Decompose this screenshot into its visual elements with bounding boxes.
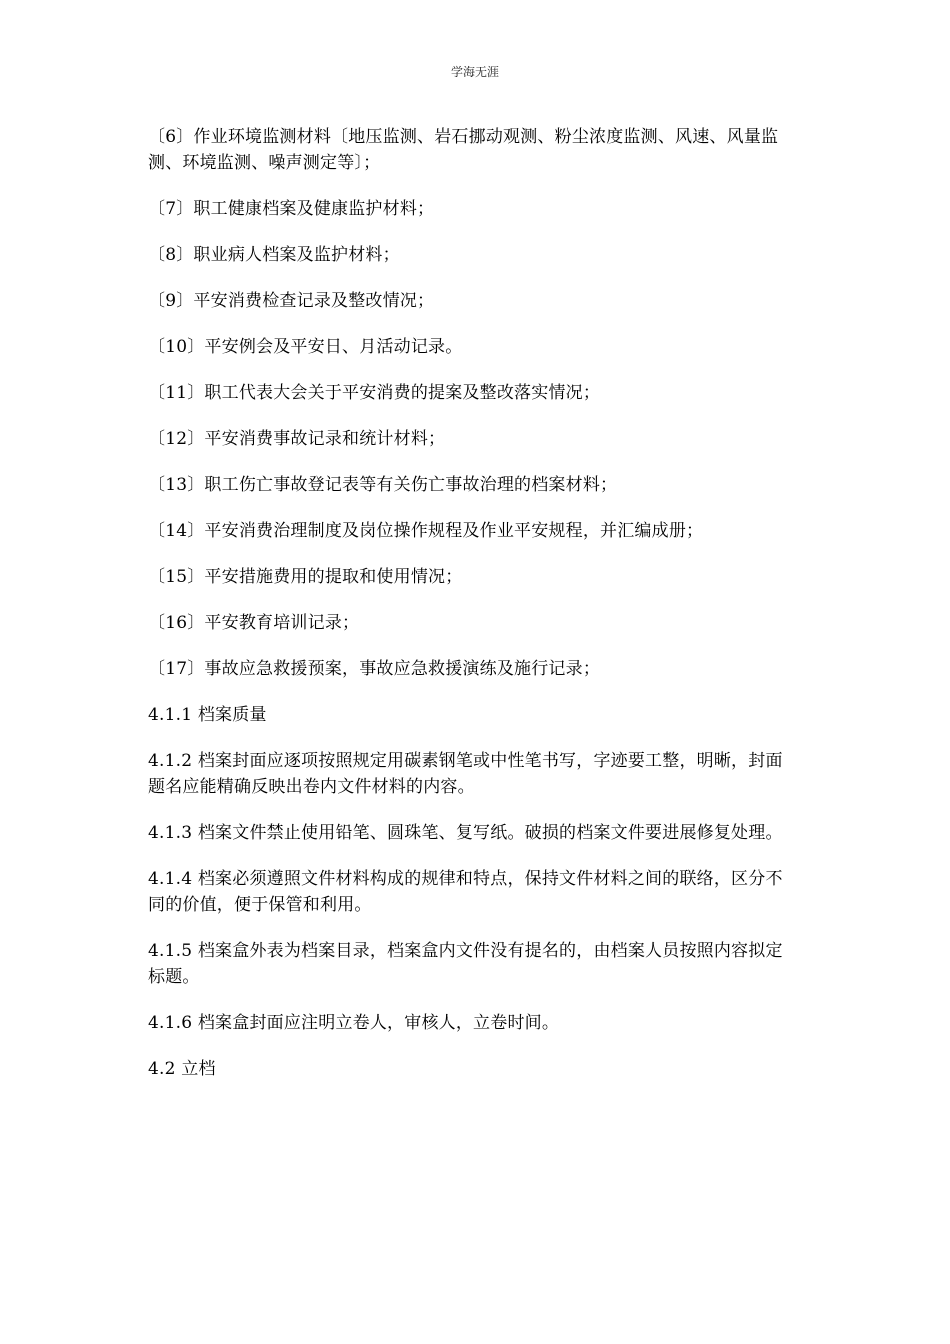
list-item-8: 〔8〕职业病人档案及监护材料； bbox=[148, 245, 400, 265]
list-item-15: 〔15〕平安措施费用的提取和使用情况； bbox=[148, 567, 463, 587]
section-4-1-6: 4.1.6 档案盒封面应注明立卷人，审核人，立卷时间。 bbox=[148, 1013, 560, 1033]
list-item-13: 〔13〕职工伤亡事故登记表等有关伤亡事故治理的档案材料； bbox=[148, 475, 618, 495]
list-item-7: 〔7〕职工健康档案及健康监护材料； bbox=[148, 199, 435, 219]
list-item-17: 〔17〕事故应急救援预案，事故应急救援演练及施行记录； bbox=[148, 659, 601, 679]
list-item-16: 〔16〕平安教育培训记录； bbox=[148, 613, 360, 633]
section-4-1-3: 4.1.3 档案文件禁止使用铅笔、圆珠笔、复写纸。破损的档案文件要进展修复处理。 bbox=[148, 823, 783, 843]
section-4-1-5: 4.1.5 档案盒外表为档案目录，档案盒内文件没有提名的，由档案人员按照内容拟定标题。 bbox=[148, 941, 783, 987]
section-4-1-2: 4.1.2 档案封面应逐项按照规定用碳素钢笔或中性笔书写，字迹要工整，明晰，封面题名应能精确反映出卷内文件材料的内容。 bbox=[148, 751, 783, 797]
list-item-12: 〔12〕平安消费事故记录和统计材料； bbox=[148, 429, 446, 449]
list-item-9: 〔9〕平安消费检查记录及整改情况； bbox=[148, 291, 435, 311]
section-4-1-4: 4.1.4 档案必须遵照文件材料构成的规律和特点，保持文件材料之间的联络，区分不同的价值，便于保管和利用。 bbox=[148, 869, 783, 915]
list-item-6: 〔6〕作业环境监测材料〔地压监测、岩石挪动观测、粉尘浓度监测、风速、风量监测、环境监测、噪声测定等〕； bbox=[148, 127, 779, 173]
section-heading-4-1-1: 4.1.1 档案质量 bbox=[148, 705, 267, 725]
list-item-14: 〔14〕平安消费治理制度及岗位操作规程及作业平安规程，并汇编成册； bbox=[148, 521, 704, 541]
document-body bbox=[148, 124, 798, 1102]
list-item-11: 〔11〕职工代表大会关于平安消费的提案及整改落实情况； bbox=[148, 383, 601, 403]
list-item-10: 〔10〕平安例会及平安日、月活动记录。 bbox=[148, 337, 463, 357]
page-header: 学海无涯 bbox=[450, 65, 499, 79]
section-heading-4-2: 4.2 立档 bbox=[148, 1059, 216, 1079]
